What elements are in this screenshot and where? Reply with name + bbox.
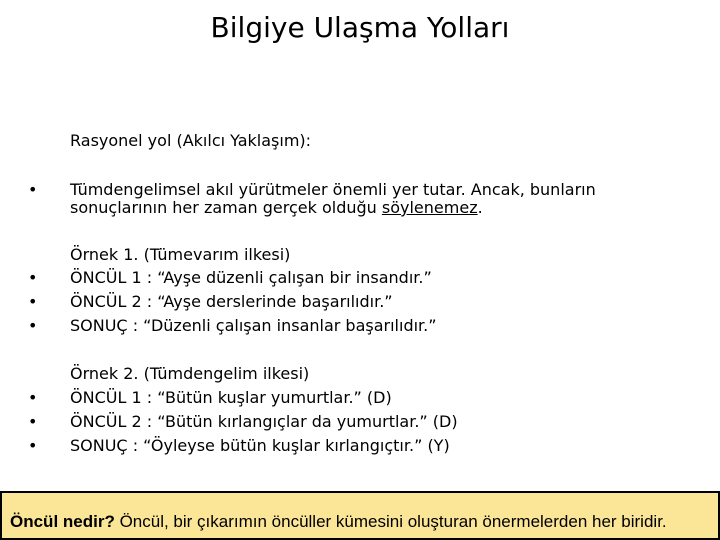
bullet-icon: • — [28, 316, 38, 335]
definition-text — [10, 512, 667, 532]
definition-box — [0, 491, 720, 540]
bullet-icon: • — [28, 180, 38, 199]
example1-premise2: ÖNCÜL 2 : “Ayşe derslerinde başarılıdır.” — [70, 292, 393, 311]
bullet-icon: • — [28, 268, 38, 287]
definition-answer: Öncül, bir çıkarımın öncüller kümesini oluşturan önermelerden her biridir. — [114, 512, 667, 531]
slide-title: Bilgiye Ulaşma Yolları — [210, 11, 510, 44]
example1-premise1: ÖNCÜL 1 : “Ayşe düzenli çalışan bir insandır.” — [70, 268, 432, 287]
definition-question: Öncül nedir? — [10, 512, 115, 531]
intro-line-2-end: . — [477, 198, 483, 217]
example2-conclusion: SONUÇ : “Öyleyse bütün kuşlar kırlangıçtır.” (Y) — [70, 436, 450, 455]
intro-underlined-word: söylenemez — [381, 198, 478, 217]
bullet-icon: • — [28, 412, 38, 431]
bullet-icon: • — [28, 388, 38, 407]
intro-line-1: Tümdengelimsel akıl yürütmeler önemli yer tutar. Ancak, bunların — [70, 180, 596, 199]
example1-conclusion: SONUÇ : “Düzenli çalışan insanlar başarılıdır.” — [70, 316, 437, 335]
intro-line-2-text: sonuçlarının her zaman gerçek olduğu — [70, 198, 382, 217]
example2-heading: Örnek 2. (Tümdengelim ilkesi) — [70, 364, 310, 383]
bullet-icon: • — [28, 292, 38, 311]
example2-premise1: ÖNCÜL 1 : “Bütün kuşlar yumurtlar.” (D) — [70, 388, 392, 407]
example1-heading: Örnek 1. (Tümevarım ilkesi) — [70, 245, 291, 264]
example2-premise2: ÖNCÜL 2 : “Bütün kırlangıçlar da yumurtlar.” (D) — [70, 412, 458, 431]
bullet-icon: • — [28, 436, 38, 455]
intro-line-2 — [70, 198, 483, 218]
subheading: Rasyonel yol (Akılcı Yaklaşım): — [70, 131, 312, 150]
